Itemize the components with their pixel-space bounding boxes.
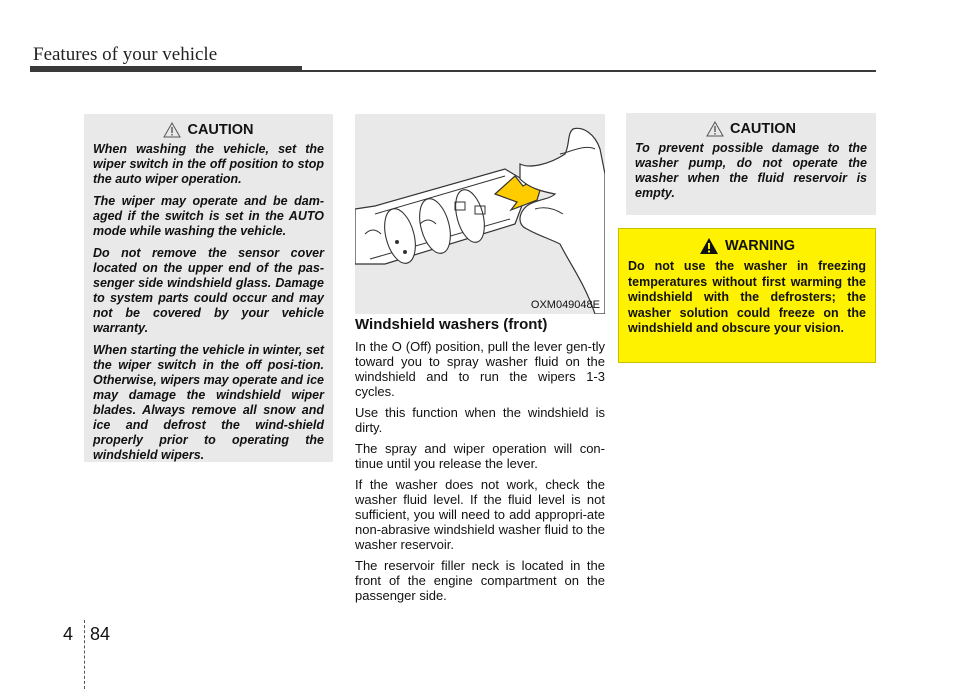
body-paragraph: The reservoir filler neck is located in the front of the engine compartment on the passenger side. [355,558,605,603]
wiper-lever-drawing [355,114,605,314]
caution-heading-text: CAUTION [187,122,254,138]
caution-triangle-icon [706,121,724,137]
body-paragraph: The spray and wiper operation will con-tinue until you release the lever. [355,441,605,471]
wiper-lever-illustration [355,114,605,314]
body-paragraph: If the washer does not work, check the washer fluid level. If the fluid level is not sufficient, you will need to add appropri-ate non-abrasive windshield washer fluid to the washer reservoir. [355,477,605,552]
caution-paragraph: Do not remove the sensor cover located on the upper end of the pas-senger side windshield glass. Damage to system parts could occur and may not be covered by your vehicle warranty. [93,246,324,335]
header-title: Features of your vehicle [33,44,218,65]
caution-paragraph: When washing the vehicle, set the wiper switch in the off position to stop the auto wiper operation. [93,142,324,186]
caution-paragraph: When starting the vehicle in winter, set the wiper switch in the off posi-tion. Otherwise, wipers may operate and ice may damage the windshield wiper blades. Always remove all snow and ice and defrost the wind-shield properly prior to operating the windshield wipers. [93,343,324,462]
figure-code: OXM049048E [530,299,600,311]
caution-paragraph: The wiper may operate and be dam-aged if the switch is set in the AUTO mode while washing the vehicle. [93,194,324,238]
warning-heading [628,237,866,255]
warning-triangle-icon [699,237,719,255]
caution-heading-left [93,122,324,138]
caution-heading-text: CAUTION [729,121,797,137]
header-rule [30,70,876,72]
warning-box [618,228,876,363]
section-title: Windshield washers (front) [355,316,548,333]
page-number: 84 [90,624,111,644]
caution-box-left [84,114,333,462]
body-paragraph: In the O (Off) position, pull the lever gen-tly toward you to spray washer fluid on the windshield and to run the wipers 1-3 cycles. [355,339,605,399]
main-text-column [355,316,605,609]
caution-paragraph: To prevent possible damage to the washer pump, do not operate the washer when the fluid reservoir is empty. [635,141,867,200]
body-paragraph: Use this function when the windshield is dirty. [355,405,605,435]
caution-triangle-icon [163,122,181,138]
chapter-number: 4 [63,624,74,644]
warning-heading-text: WARNING [724,238,796,254]
warning-text: Do not use the washer in freezing temperatures without first warming the windshield with the defrosters; the washer solution could freeze on the windshield and obscure your vision. [628,259,866,335]
caution-box-right [626,113,876,215]
caution-heading-right [635,121,867,137]
footer-divider [84,620,85,689]
